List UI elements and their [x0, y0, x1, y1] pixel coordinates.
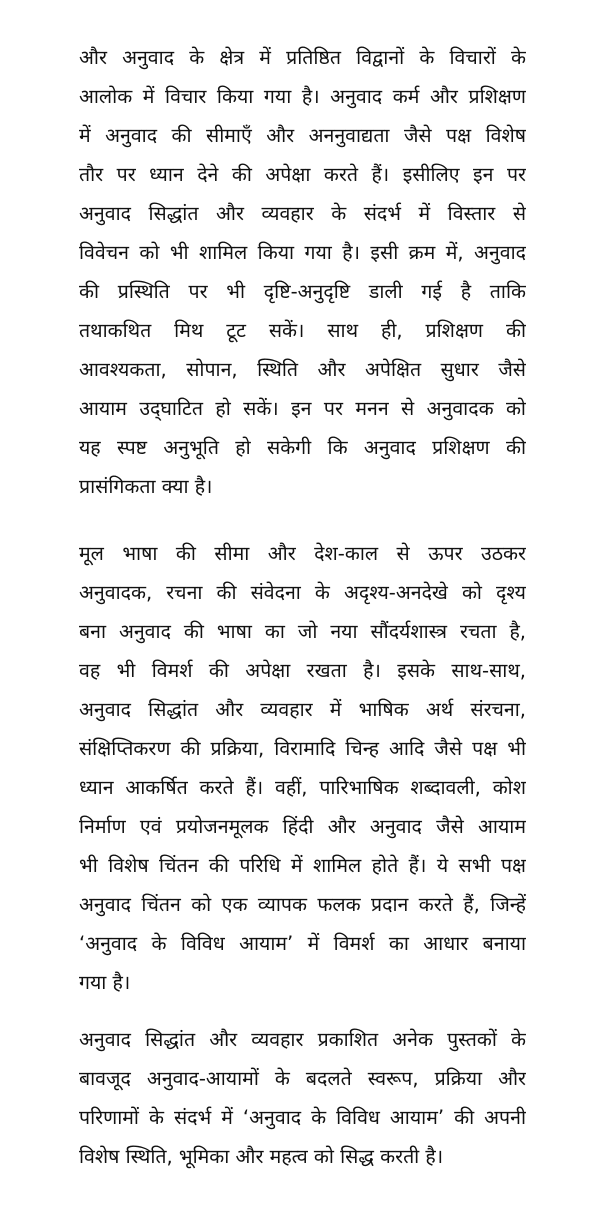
text-line: अनुवाद सिद्धांत और व्यवहार में भाषिक अर्थ संरचना,	[79, 698, 526, 721]
text-line: परिणामों के संदर्भ में ‘अनुवाद के विविध आयाम’ की अपनी	[79, 1106, 526, 1129]
text-line: बना अनुवाद की भाषा का जो नया सौंदर्यशास्त्र रचता है,	[79, 620, 526, 643]
text-line: आयाम उद्‌घाटित हो सकें। इन पर मनन से अनुवादक को	[79, 397, 526, 420]
text-line: तौर पर ध्यान देने की अपेक्षा करते हैं। इसीलिए इन पर	[79, 163, 526, 186]
text-line: यह स्पष्ट अनुभूति हो सकेगी कि अनुवाद प्रशिक्षण की	[79, 436, 526, 459]
text-line: आलोक में विचार किया गया है। अनुवाद कर्म और प्रशिक्षण	[79, 85, 526, 108]
paragraph-3	[79, 1020, 526, 1176]
document-page	[79, 0, 526, 1206]
text-line: बावजूद अनुवाद-आयामों के बदलते स्वरूप, प्रक्रिया और	[79, 1067, 526, 1090]
text-line: प्रासंगिकता क्या है।	[79, 475, 213, 498]
text-line: की प्रस्थिति पर भी दृष्टि-अनुदृष्टि डाली गई है ताकि	[79, 280, 526, 303]
text-line: में अनुवाद की सीमाएँ और अननुवाद्यता जैसे पक्ष विशेष	[79, 124, 526, 147]
text-line: विशेष स्थिति, भूमिका और महत्व को सिद्ध करती है।	[79, 1145, 444, 1168]
text-line: गया है।	[79, 971, 131, 994]
text-line: अनुवाद चिंतन को एक व्यापक फलक प्रदान करते हैं, जिन्हें	[79, 893, 526, 916]
text-line: भी विशेष चिंतन की परिधि में शामिल होते हैं। ये सभी पक्ष	[79, 854, 526, 877]
paragraph-2	[79, 534, 526, 1002]
text-line: विवेचन को भी शामिल किया गया है। इसी क्रम में, अनुवाद	[79, 241, 526, 264]
text-line: आवश्यकता, सोपान, स्थिति और अपेक्षित सुधार जैसे	[79, 358, 526, 381]
text-line: और अनुवाद के क्षेत्र में प्रतिष्ठित विद्वानों के विचारों के	[79, 46, 526, 69]
text-line: तथाकथित मिथ टूट सकें। साथ ही, प्रशिक्षण की	[79, 319, 526, 342]
text-line: संक्षिप्तिकरण की प्रक्रिया, विरामादि चिन्ह आदि जैसे पक्ष भी	[79, 737, 526, 760]
text-line: अनुवाद सिद्धांत और व्यवहार प्रकाशित अनेक पुस्तकों के	[79, 1028, 526, 1051]
text-line: ‘अनुवाद के विविध आयाम’ में विमर्श का आधार बनाया	[79, 932, 526, 955]
text-line: अनुवाद सिद्धांत और व्यवहार के संदर्भ में विस्तार से	[79, 202, 526, 225]
text-line: अनुवादक, रचना की संवेदना के अदृश्य-अनदेखे को दृश्य	[79, 581, 526, 604]
text-line: ध्यान आकर्षित करते हैं। वहीं, पारिभाषिक शब्दावली, कोश	[79, 776, 526, 799]
paragraph-1	[79, 38, 526, 506]
text-line: निर्माण एवं प्रयोजनमूलक हिंदी और अनुवाद जैसे आयाम	[79, 815, 526, 838]
text-line: मूल भाषा की सीमा और देश-काल से ऊपर उठकर	[79, 542, 526, 565]
text-line: वह भी विमर्श की अपेक्षा रखता है। इसके साथ-साथ,	[79, 659, 526, 682]
